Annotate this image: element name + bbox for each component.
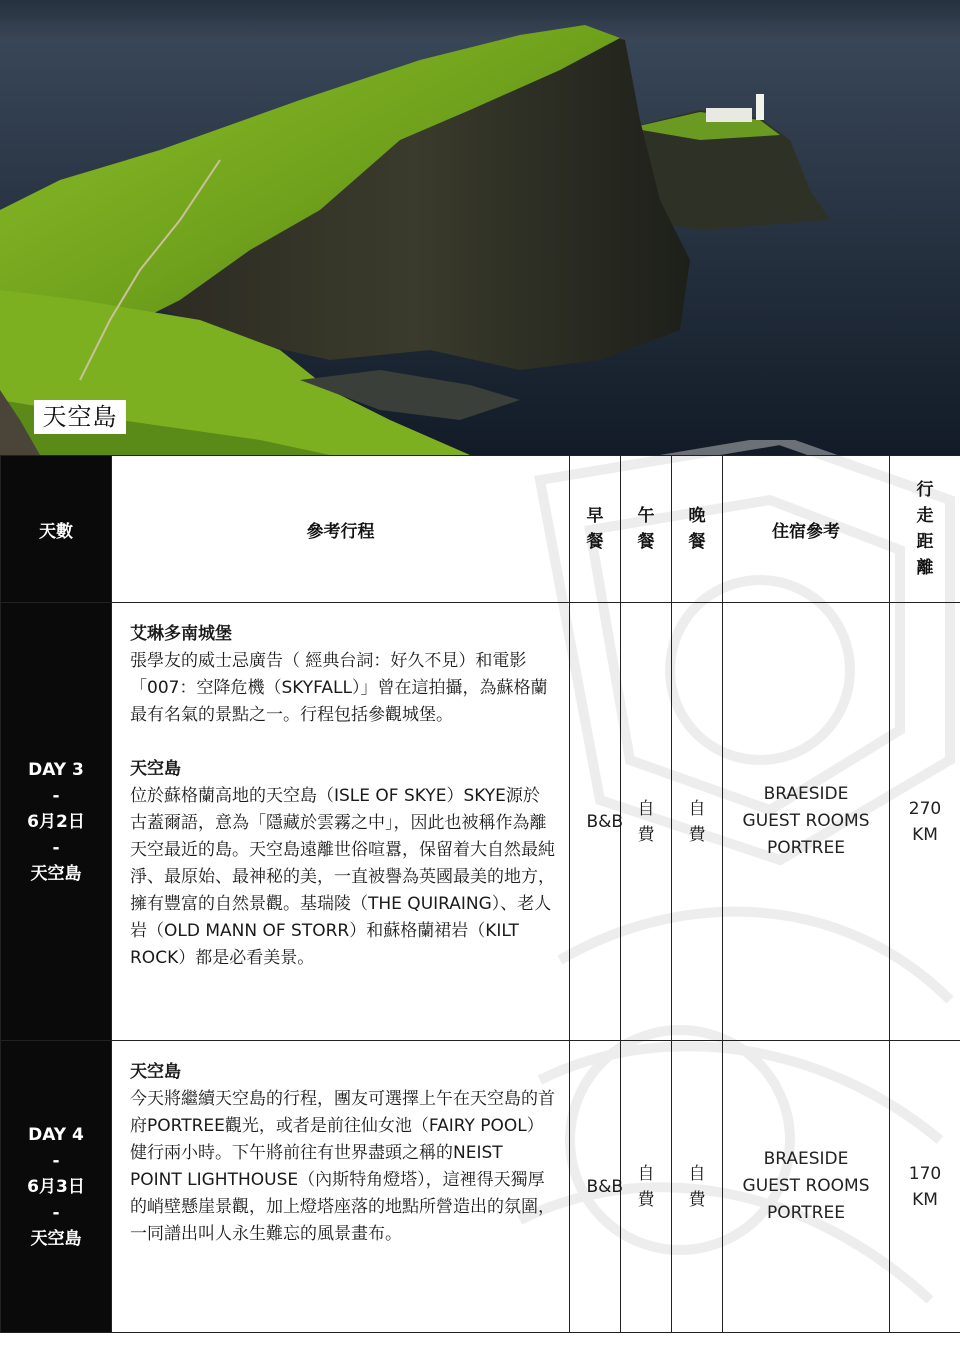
day-cell xyxy=(1,1041,112,1333)
hotel-cell: BRAESIDE GUEST ROOMS PORTREE xyxy=(723,603,890,1041)
header-hotel: 住宿參考 xyxy=(723,456,890,603)
day-separator: - xyxy=(52,785,60,806)
day-separator: - xyxy=(52,1150,60,1171)
day-cell xyxy=(1,603,112,1041)
program-cell xyxy=(112,603,570,1041)
day-number: DAY 3 xyxy=(28,759,84,780)
day-date: 6月3日 xyxy=(27,1176,85,1197)
program-text: 今天將繼續天空島的行程，團友可選擇上午在天空島的首府PORTREE觀光，或者是前往仙女池（FAIRY POOL）健行兩小時。下午將前往有世界盡頭之稱的NEIST POINT LIGHTHOUSE（內斯特角燈塔），這裡得天獨厚的峭壁懸崖景觀，加上燈塔座落的地點所營造出的氛圍，一同譜出叫人永生難忘的風景畫布。 xyxy=(130,1089,555,1244)
table-row xyxy=(1,1041,960,1333)
header-breakfast: 早餐 xyxy=(570,456,621,603)
day-number: DAY 4 xyxy=(28,1124,84,1145)
day-date: 6月2日 xyxy=(27,811,85,832)
program-title: 艾琳多南城堡 xyxy=(130,624,232,644)
program-text: 張學友的威士忌廣告（ 經典台詞：好久不見）和電影「007：空降危機（SKYFALL）」曾在這拍攝，為蘇格蘭最有名氣的景點之一。行程包括參觀城堡。 xyxy=(130,651,548,725)
hero-photo xyxy=(0,0,960,455)
header-lunch: 午餐 xyxy=(621,456,672,603)
program-title: 天空島 xyxy=(130,1062,181,1082)
dinner-cell: 自費 xyxy=(672,603,723,1041)
lunch-cell: 自費 xyxy=(621,603,672,1041)
itinerary-table xyxy=(0,455,960,1333)
program-title: 天空島 xyxy=(130,759,181,779)
day-separator: - xyxy=(52,837,60,858)
header-program: 參考行程 xyxy=(112,456,570,603)
isle-of-skye-cliff-image xyxy=(0,0,960,455)
header-day: 天數 xyxy=(1,456,112,603)
breakfast-cell: B&B xyxy=(570,603,621,1041)
program-cell xyxy=(112,1041,570,1333)
lunch-cell: 自費 xyxy=(621,1041,672,1333)
distance-cell: 170 KM xyxy=(890,1041,960,1333)
day-place: 天空島 xyxy=(30,863,82,884)
program-text: 位於蘇格蘭高地的天空島（ISLE OF SKYE）SKYE源於古蓋爾語，意為「隱藏於雲霧之中」，因此也被稱作為離天空最近的島。天空島遠離世俗喧囂，保留着大自然最純淨、最原始、最神秘的美，一直被譽為英國最美的地方，擁有豐富的自然景觀。基瑞陵（THE QUIRAING）、老人岩（OLD MANN OF STORR）和蘇格蘭裙岩（KILT ROCK）都是必看美景。 xyxy=(130,786,555,968)
breakfast-cell: B&B xyxy=(570,1041,621,1333)
hero-caption: 天空島 xyxy=(34,400,126,434)
distance-cell: 270 KM xyxy=(890,603,960,1041)
table-header-row xyxy=(1,456,960,603)
header-dinner: 晚餐 xyxy=(672,456,723,603)
table-row xyxy=(1,603,960,1041)
hotel-cell: BRAESIDE GUEST ROOMS PORTREE xyxy=(723,1041,890,1333)
day-separator: - xyxy=(52,1202,60,1223)
dinner-cell: 自費 xyxy=(672,1041,723,1333)
day-place: 天空島 xyxy=(30,1228,82,1249)
header-distance: 行走距離 xyxy=(890,456,960,603)
